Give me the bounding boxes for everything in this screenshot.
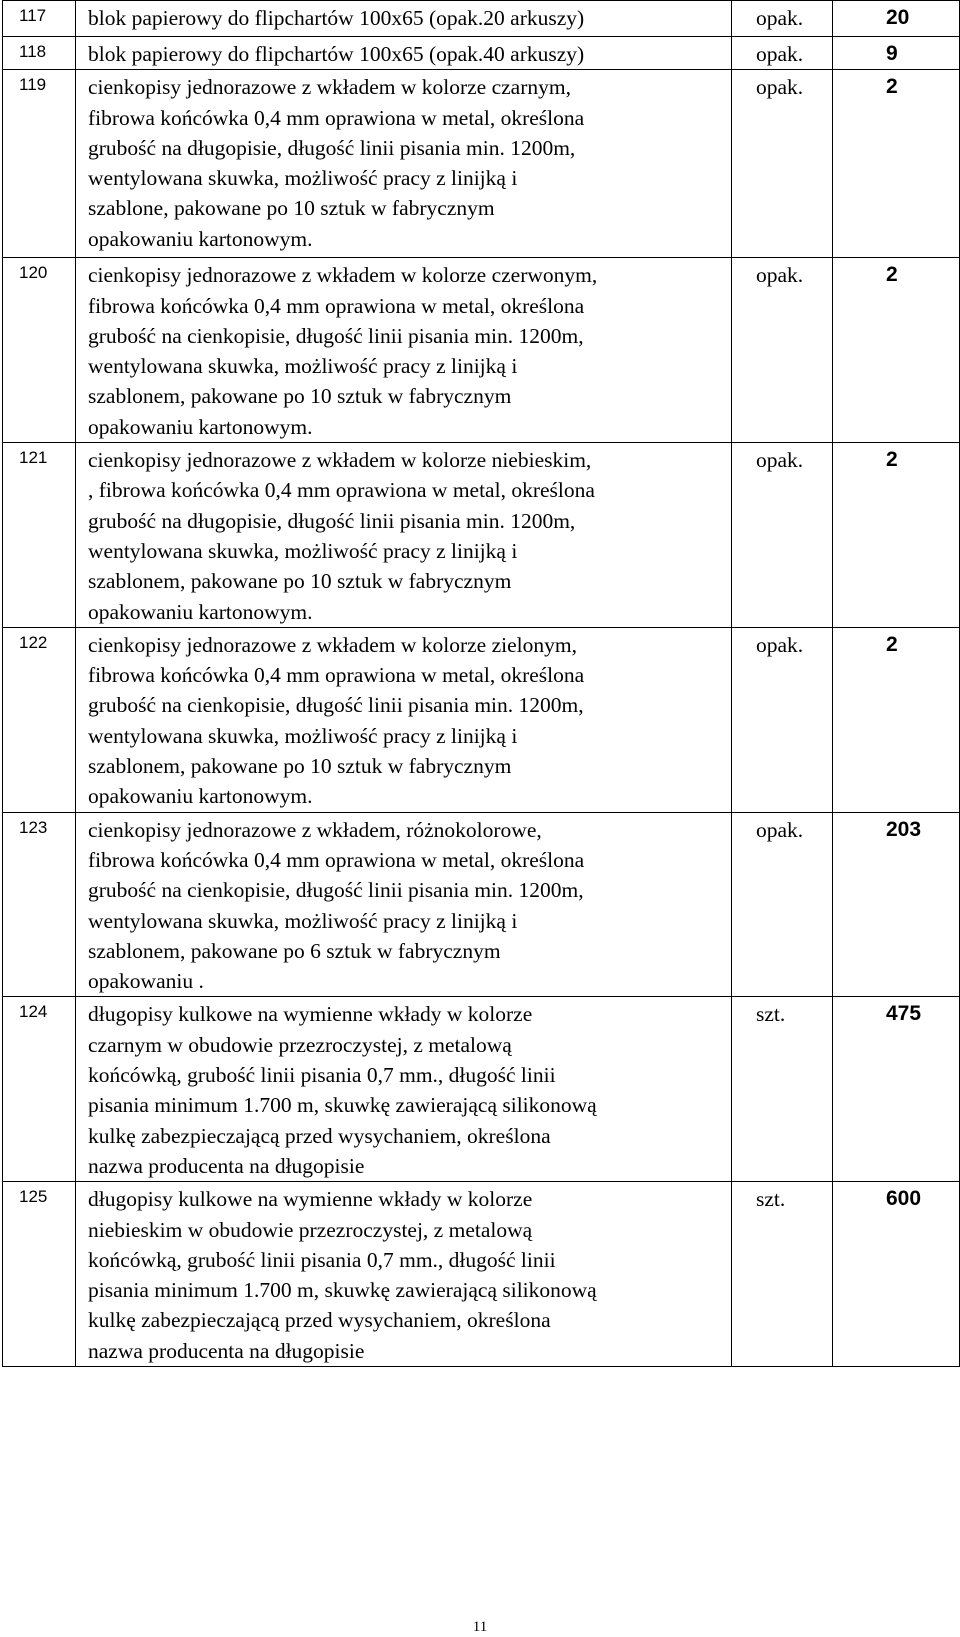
item-unit: szt. <box>732 997 833 1182</box>
row-number: 125 <box>3 1182 76 1367</box>
item-quantity: 9 <box>833 37 960 70</box>
item-unit: opak. <box>732 627 833 812</box>
item-description: cienkopisy jednorazowe z wkładem, różnokolorowe, fibrowa końcówka 0,4 mm oprawiona w metal, określona grubość na cienkopisie, długość linii pisania min. 1200m, wentylowana skuwka, możliwość pracy z linijką i szablonem, pakowane po 6 sztuk w fabrycznym opakowaniu . <box>76 812 732 997</box>
table-row <box>3 258 960 443</box>
item-unit: opak. <box>732 1 833 37</box>
table-row <box>3 37 960 70</box>
row-number: 119 <box>3 70 76 258</box>
item-unit: opak. <box>732 70 833 258</box>
row-number: 117 <box>3 1 76 37</box>
item-description: cienkopisy jednorazowe z wkładem w kolorze niebieskim, , fibrowa końcówka 0,4 mm oprawiona w metal, określona grubość na długopisie, długość linii pisania min. 1200m, wentylowana skuwka, możliwość pracy z linijką i szablonem, pakowane po 10 sztuk w fabrycznym opakowaniu kartonowym. <box>76 443 732 628</box>
item-description: długopisy kulkowe na wymienne wkłady w kolorze niebieskim w obudowie przezroczystej, z metalową końcówką, grubość linii pisania 0,7 mm., długość linii pisania minimum 1.700 m, skuwkę zawierającą silikonową kulkę zabezpieczającą przed wysychaniem, określona nazwa producenta na długopisie <box>76 1182 732 1367</box>
item-description: cienkopisy jednorazowe z wkładem w kolorze czarnym, fibrowa końcówka 0,4 mm oprawiona w metal, określona grubość na długopisie, długość linii pisania min. 1200m, wentylowana skuwka, możliwość pracy z linijką i szablone, pakowane po 10 sztuk w fabrycznym opakowaniu kartonowym. <box>76 70 732 258</box>
item-quantity: 475 <box>833 997 960 1182</box>
item-unit: opak. <box>732 258 833 443</box>
table-row <box>3 1182 960 1367</box>
item-quantity: 600 <box>833 1182 960 1367</box>
table-row <box>3 997 960 1182</box>
row-number: 124 <box>3 997 76 1182</box>
item-description: cienkopisy jednorazowe z wkładem w kolorze zielonym, fibrowa końcówka 0,4 mm oprawiona w metal, określona grubość na cienkopisie, długość linii pisania min. 1200m, wentylowana skuwka, możliwość pracy z linijką i szablonem, pakowane po 10 sztuk w fabrycznym opakowaniu kartonowym. <box>76 627 732 812</box>
item-quantity: 2 <box>833 258 960 443</box>
item-unit: opak. <box>732 37 833 70</box>
item-unit: opak. <box>732 443 833 628</box>
item-description: długopisy kulkowe na wymienne wkłady w kolorze czarnym w obudowie przezroczystej, z metalową końcówką, grubość linii pisania 0,7 mm., długość linii pisania minimum 1.700 m, skuwkę zawierającą silikonową kulkę zabezpieczającą przed wysychaniem, określona nazwa producenta na długopisie <box>76 997 732 1182</box>
item-description: cienkopisy jednorazowe z wkładem w kolorze czerwonym, fibrowa końcówka 0,4 mm oprawiona w metal, określona grubość na cienkopisie, długość linii pisania min. 1200m, wentylowana skuwka, możliwość pracy z linijką i szablonem, pakowane po 10 sztuk w fabrycznym opakowaniu kartonowym. <box>76 258 732 443</box>
item-unit: opak. <box>732 812 833 997</box>
page-number: 11 <box>472 1619 488 1635</box>
item-quantity: 20 <box>833 1 960 37</box>
table-row <box>3 1 960 37</box>
row-number: 123 <box>3 812 76 997</box>
item-quantity: 2 <box>833 443 960 628</box>
row-number: 118 <box>3 37 76 70</box>
table-row <box>3 812 960 997</box>
item-quantity: 203 <box>833 812 960 997</box>
items-table <box>2 0 960 1367</box>
item-description: blok papierowy do flipchartów 100x65 (opak.20 arkuszy) <box>76 1 732 37</box>
row-number: 121 <box>3 443 76 628</box>
item-description: blok papierowy do flipchartów 100x65 (opak.40 arkuszy) <box>76 37 732 70</box>
item-quantity: 2 <box>833 627 960 812</box>
item-unit: szt. <box>732 1182 833 1367</box>
items-table-body <box>3 1 960 1367</box>
item-quantity: 2 <box>833 70 960 258</box>
row-number: 120 <box>3 258 76 443</box>
row-number: 122 <box>3 627 76 812</box>
table-row <box>3 443 960 628</box>
table-row <box>3 70 960 258</box>
table-row <box>3 627 960 812</box>
